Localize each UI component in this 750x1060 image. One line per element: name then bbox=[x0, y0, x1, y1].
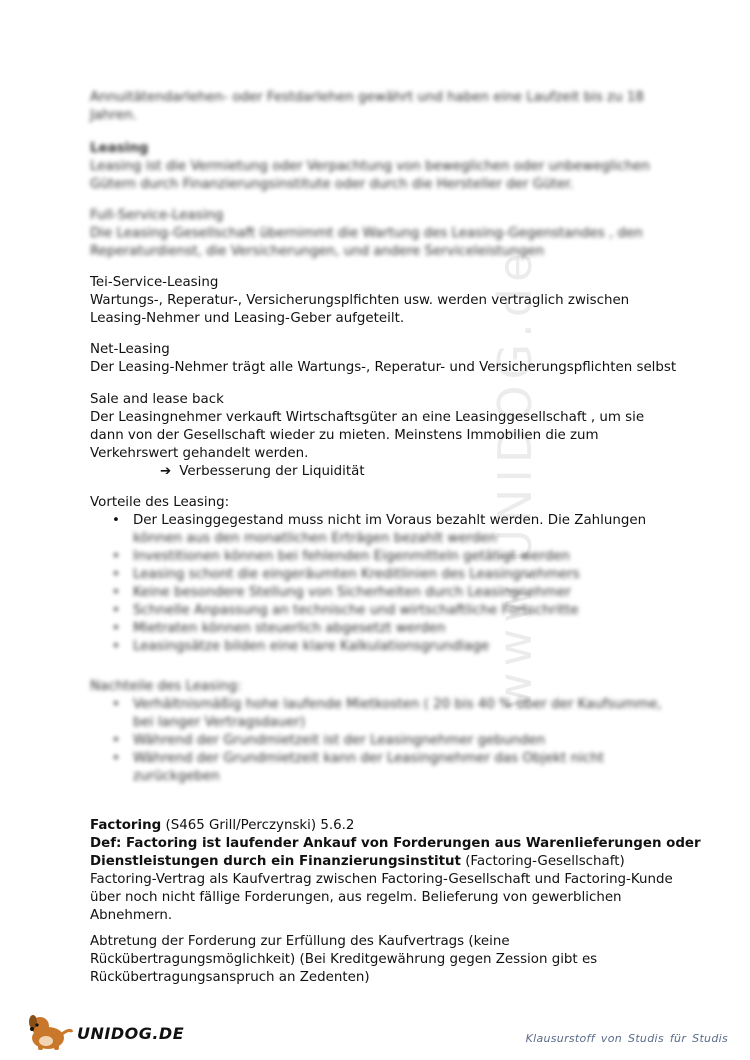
factoring-heading bbox=[90, 817, 670, 835]
factoring-title: Factoring bbox=[90, 818, 162, 833]
sale-lease-back-section: Sale and lease back Der Leasingnehmer verkauft Wirtschaftsgüter an eine Leasinggesellschaft , um sie dann von der Gesellschaft wieder zu mieten. Meinstens Immobilien die zum Verkehrswert gehandelt werden. ➔ Verbesserung der Liquidität bbox=[90, 391, 670, 481]
bullet-icon: • bbox=[112, 549, 120, 564]
arrow-right-icon: ➔ bbox=[160, 464, 172, 479]
bullet-icon: • bbox=[112, 585, 120, 600]
abtretung-paragraph: Abtretung der Forderung zur Erfüllung des Kaufvertrags (keine Rückübertragungsmöglichkeit) (Bei Kreditgewährung gegen Zession gibt es Rückübertragungsanspruch an Zedenten) bbox=[90, 934, 598, 985]
bullet-icon: • bbox=[112, 697, 120, 712]
list-item: • Investitionen können bei fehlenden Eigenmitteln getätigt werden bbox=[112, 549, 570, 564]
watermark: www.UNIDOG.de bbox=[488, 247, 542, 710]
bullet-icon: • bbox=[112, 621, 120, 636]
bullet-icon: • bbox=[112, 639, 120, 654]
vorteile-list bbox=[90, 512, 670, 548]
leasing-title: Leasing bbox=[90, 141, 149, 156]
nachteile-title: Nachteile des Leasing: bbox=[90, 679, 242, 694]
sale-lease-back-title: Sale and lease back bbox=[90, 392, 224, 407]
factoring-section: Factoring (S465 Grill/Perczynski) 5.6.2 Def: Factoring ist laufender Ankauf von Forderungen aus Warenlieferungen oder Dienstleistungen durch ein Finanzierungsinstitut (Factoring-Gesellschaft) Factoring-Vertrag als Kaufvertrag zwischen Factoring-Gesellschaft und Factoring-Kunde über noch nicht fällige Forderungen, aus regelm. Belieferung von gewerblichen Abnehmern. bbox=[90, 818, 701, 923]
dog-icon bbox=[22, 1012, 74, 1052]
full-service-title: Full-Service-Leasing bbox=[90, 208, 224, 223]
list-item: • Schnelle Anpassung an technische und wirtschaftliche Fortschritte bbox=[112, 603, 579, 618]
bullet-icon: • bbox=[112, 567, 120, 582]
tei-service-title: Tei-Service-Leasing bbox=[90, 275, 219, 290]
net-leasing-title: Net-Leasing bbox=[90, 342, 170, 357]
vorteile-section bbox=[90, 494, 670, 656]
full-service-section: Full-Service-Leasing Die Leasing-Gesellschaft übernimmt die Wartung des Leasing-Gegenstandes , den Reperaturdienst, die Versicherungen, und andere Serviceleistungen bbox=[90, 207, 670, 261]
list-item: • Während der Grundmietzeit kann der Leasingnehmer das Objekt nicht zurückgeben bbox=[112, 751, 604, 784]
logo-text: UNIDOG.DE bbox=[77, 1024, 185, 1043]
bullet-icon: • bbox=[112, 733, 120, 748]
vorteile-list-blurred bbox=[90, 548, 670, 656]
liquidity-arrow-line: ➔ Verbesserung der Liquidität bbox=[160, 464, 365, 479]
list-item: • Keine besondere Stellung von Sicherheiten durch Leasingnehmer bbox=[112, 585, 571, 600]
net-leasing-section: Net-Leasing Der Leasing-Nehmer trägt alle Wartungs-, Reperatur- und Versicherungspflichten selbst bbox=[90, 342, 677, 375]
bullet-icon: • bbox=[112, 603, 120, 618]
vorteile-title: Vorteile des Leasing: bbox=[90, 495, 230, 510]
bullet-icon: • bbox=[112, 751, 120, 766]
bullet-icon: • bbox=[112, 513, 120, 528]
list-item: • Mietraten können steuerlich abgesetzt werden bbox=[112, 621, 446, 636]
footer-tagline: Klausurstoff von Studis für Studis bbox=[525, 1032, 728, 1045]
list-item: • Leasingsätze bilden eine klare Kalkulationsgrundlage bbox=[112, 639, 490, 654]
unidog-logo bbox=[22, 1012, 185, 1052]
list-item: • Verhältnismäßig hohe laufende Mietkosten ( 20 bis 40 % über der Kaufsumme, bei langer Vertragsdauer) bbox=[112, 697, 662, 730]
leasing-section: Leasing Leasing ist die Vermietung oder Verpachtung von beweglichen oder unbeweglichen Gütern durch Finanzierungsinstitute oder durch die Hersteller der Güter. bbox=[90, 140, 670, 194]
list-item: • Während der Grundmietzeit ist der Leasingnehmer gebunden bbox=[112, 733, 546, 748]
list-item: • Der Leasinggegestand muss nicht im Voraus bezahlt werden. Die Zahlungen können aus den monatlichen Erträgen bezahlt werden bbox=[112, 513, 647, 546]
factoring-ref: (S465 Grill/Perczynski) 5.6.2 bbox=[161, 818, 355, 833]
nachteile-list bbox=[90, 696, 670, 786]
tei-service-section: Tei-Service-Leasing Wartungs-, Reperatur-, Versicherungsplfichten usw. werden vertraglich zwischen Leasing-Nehmer und Leasing-Geber aufgeteilt. bbox=[90, 274, 670, 328]
intro-paragraph: Annuitätendarlehen- oder Festdarlehen gewährt und haben eine Laufzeit bis zu 18 Jahren. bbox=[90, 90, 644, 123]
list-item: • Leasing schont die eingeräumten Kreditlinien des Leasingnehmers bbox=[112, 567, 580, 582]
nachteile-section bbox=[90, 678, 670, 786]
